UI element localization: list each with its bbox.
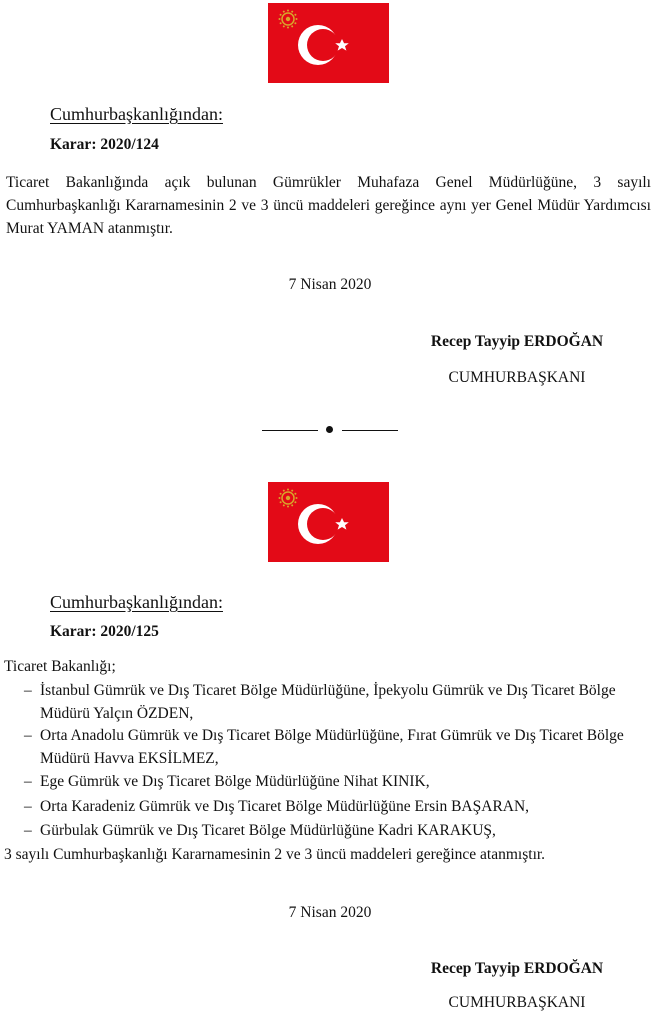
decision-intro: Ticaret Bakanlığı; (4, 658, 116, 675)
separator-dot (326, 426, 333, 433)
list-item-text: Orta Karadeniz Gümrük ve Dış Ticaret Bölge Müdürlüğüne Ersin BAŞARAN, (40, 798, 530, 815)
separator-line-left (262, 430, 318, 431)
section-heading: Cumhurbaşkanlığından: (50, 592, 223, 612)
turkish-flag-presidential-emblem-icon (268, 3, 389, 83)
section-heading: Cumhurbaşkanlığından: (50, 104, 223, 124)
list-item-text: Gürbulak Gümrük ve Dış Ticaret Bölge Müdürlüğüne Kadri KARAKUŞ, (40, 822, 496, 839)
list-item (24, 770, 654, 793)
decision-number: Karar: 2020/125 (50, 623, 159, 640)
list-item-text: İstanbul Gümrük ve Dış Ticaret Bölge Müdürlüğüne, İpekyolu Gümrük ve Dış Ticaret Bölge Müdürü Yalçın ÖZDEN, (40, 682, 616, 722)
decision-number: Karar: 2020/124 (50, 136, 159, 153)
turkish-flag-presidential-emblem-icon (268, 482, 389, 562)
list-dash: – (24, 773, 32, 790)
list-item-text: Orta Anadolu Gümrük ve Dış Ticaret Bölge Müdürlüğüne, Fırat Gümrük ve Dış Ticaret Bölge Müdürü Havva EKSİLMEZ, (40, 727, 624, 767)
signatory-name: Recep Tayyip ERDOĞAN (430, 960, 604, 977)
signatory-title: CUMHURBAŞKANI (448, 369, 586, 386)
list-item-text: Ege Gümrük ve Dış Ticaret Bölge Müdürlüğüne Nihat KINIK, (40, 773, 430, 790)
list-item (24, 724, 654, 770)
list-dash: – (24, 727, 32, 744)
list-dash: – (24, 798, 32, 815)
decision-date: 7 Nisan 2020 (288, 904, 372, 921)
decision-date: 7 Nisan 2020 (288, 276, 372, 293)
list-item (24, 679, 654, 725)
list-dash: – (24, 822, 32, 839)
signatory-name: Recep Tayyip ERDOĞAN (430, 333, 604, 350)
list-item (24, 819, 654, 842)
decision-closing: 3 sayılı Cumhurbaşkanlığı Kararnamesinin 2 ve 3 üncü maddeleri gereğince atanmıştır. (4, 846, 546, 863)
list-item (24, 795, 654, 818)
list-dash: – (24, 682, 32, 699)
signatory-title: CUMHURBAŞKANI (448, 994, 586, 1011)
decision-paragraph: Ticaret Bakanlığında açık bulunan Gümrükler Muhafaza Genel Müdürlüğüne, 3 sayılı Cumhurbaşkanlığı Kararnamesinin 2 ve 3 üncü maddeleri gereğince aynı yer Genel Müdür Yardımcısı Murat YAMAN atanmıştır. (6, 174, 651, 237)
separator-line-right (342, 430, 398, 431)
